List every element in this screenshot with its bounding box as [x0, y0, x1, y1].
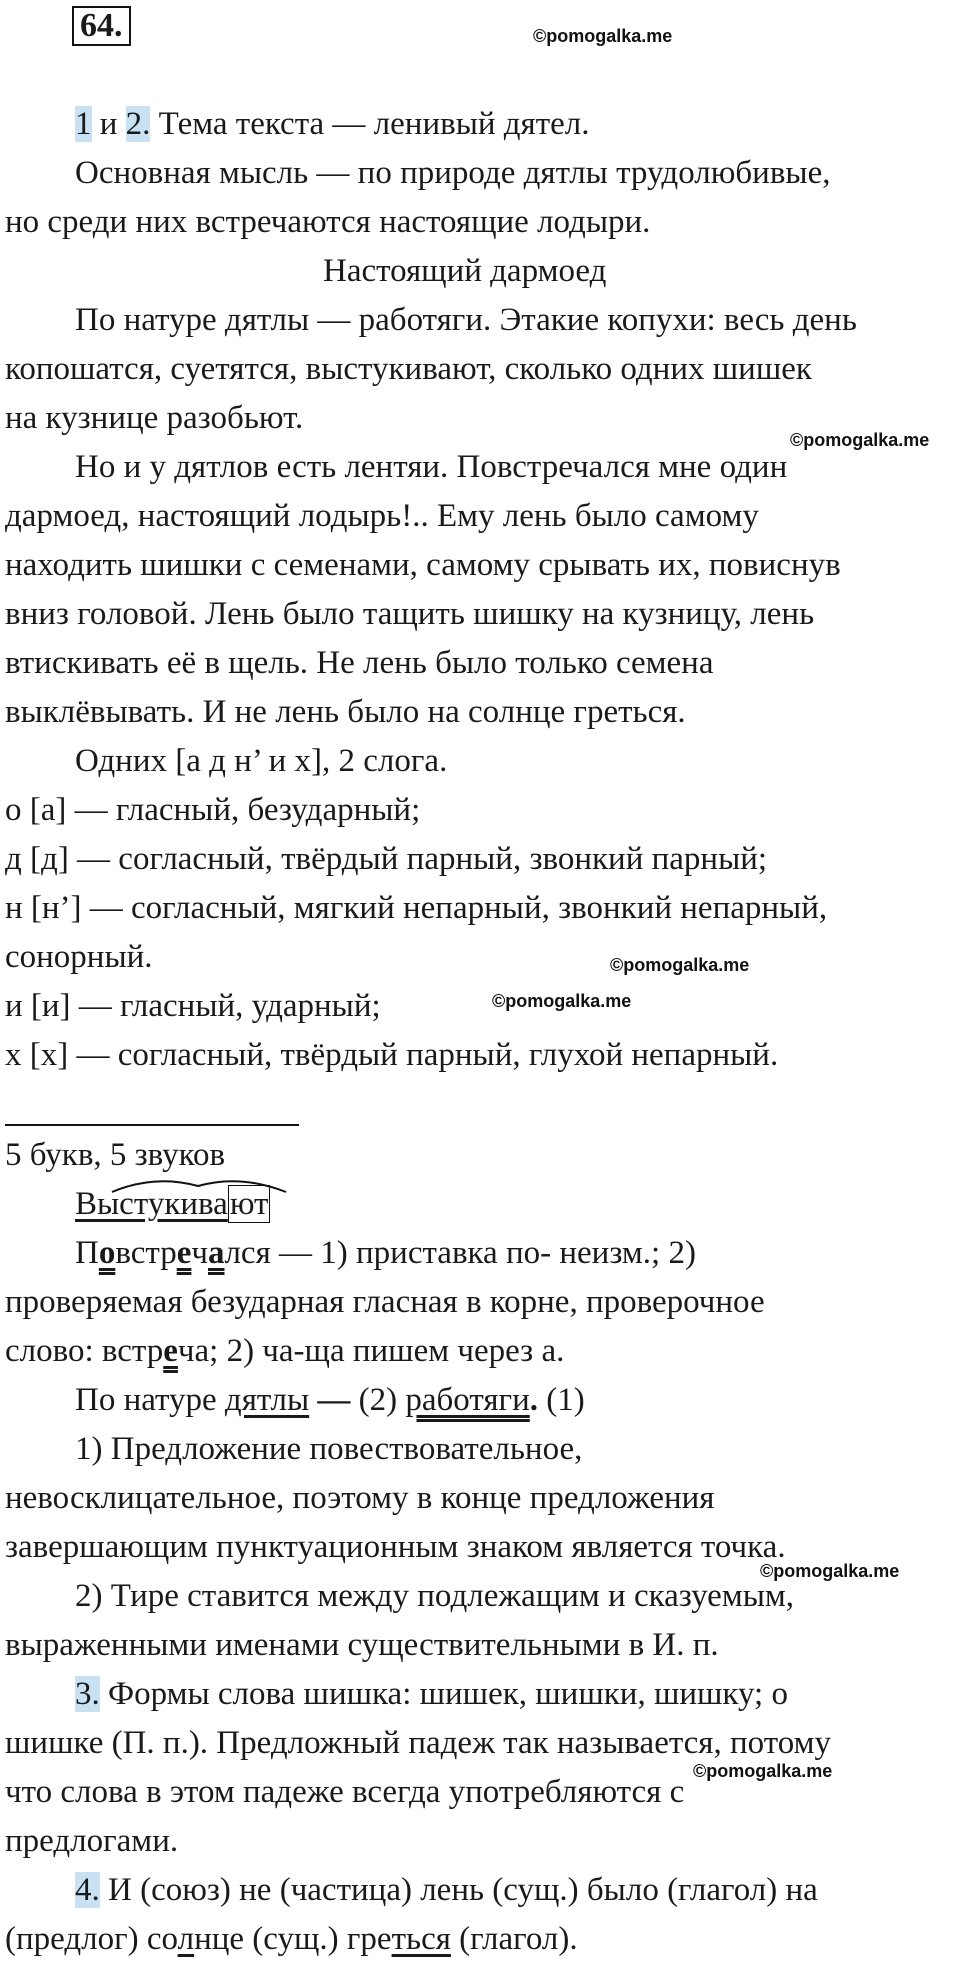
syntax-explanation: 2) Тире ставится между подлежащим и сказуемым, [75, 1578, 795, 1614]
paragraph-4-line-2: (предлог) солнце (сущ.) греться (глагол). [5, 1921, 578, 1957]
watermark: ©pomogalka.me [693, 1761, 833, 1781]
watermark: ©pomogalka.me [610, 955, 750, 975]
task-marker-2: 2. [125, 106, 151, 142]
watermark: ©pomogalka.me [492, 991, 632, 1011]
task-marker-3: 3. [75, 1676, 100, 1712]
syntax-explanation: невосклицательное, поэтому в конце предложения [5, 1480, 715, 1516]
paragraph-3-line: шишке (П. п.). Предложный падеж так называется, потому [5, 1725, 831, 1761]
phonetic-line: д [д] — согласный, твёрдый парный, звонкий парный; [5, 841, 768, 877]
phonetic-line: о [а] — гласный, безударный; [5, 792, 421, 828]
watermark: ©pomogalka.me [790, 430, 930, 450]
word-ending: ют [229, 1186, 269, 1222]
footnote: 5 букв, 5 звуков [5, 1137, 226, 1173]
story-line: Но и у дятлов есть лентяи. Повстречался мне один [75, 449, 788, 485]
phonetic-line: и [и] — гласный, ударный; [5, 988, 381, 1024]
story-line: находить шишки с семенами, самому срывать их, повиснув [5, 547, 841, 583]
phonetic-line: х [х] — согласный, твёрдый парный, глухой непарный. [5, 1037, 779, 1073]
paragraph-3-line: что слова в этом падеже всегда употребляются с [5, 1774, 685, 1810]
story-title: Настоящий дармоед [323, 253, 607, 289]
main-idea-line-1: Основная мысль — по природе дятлы трудолюбивые, [75, 155, 831, 191]
syntax-sentence: По натуре дятлы — (2) работяги. (1) [75, 1382, 585, 1418]
phonetic-line: сонорный. [5, 939, 153, 975]
story-line: дармоед, настоящий лодырь!.. Ему лень было самому [5, 498, 759, 534]
watermark: ©pomogalka.me [760, 1561, 900, 1581]
exercise-number: 64. [72, 6, 131, 46]
phonetic-line: н [н’] — согласный, мягкий непарный, звонкий непарный, [5, 890, 828, 926]
story-line: По натуре дятлы — работяги. Этакие копухи: весь день [75, 302, 857, 338]
syntax-explanation: 1) Предложение повествовательное, [75, 1431, 583, 1467]
paragraph-4: 4. И (союз) не (частица) лень (сущ.) было (глагол) на [75, 1872, 818, 1908]
story-line: выклёвывать. И не лень было на солнце греться. [5, 694, 686, 730]
story-line: втискивать её в щель. Не лень было только семена [5, 645, 714, 681]
story-line: на кузнице разобьют. [5, 400, 304, 436]
main-idea-line-2: но среди них встречаются настоящие лодыри. [5, 204, 651, 240]
story-line: копошатся, суетятся, выстукивают, сколько одних шишек [5, 351, 812, 387]
orthogram-line-3: слово: встреча; 2) ча-ща пишем через а. [5, 1333, 565, 1369]
word-stem: Выстукива [75, 1186, 228, 1222]
task-marker-4: 4. [75, 1872, 100, 1908]
morpheme-word [75, 1180, 270, 1228]
watermark: ©pomogalka.me [533, 26, 673, 46]
phonetic-title: Одних [а д н’ и х], 2 слога. [75, 743, 448, 779]
paragraph-3: 3. Формы слова шишка: шишек, шишки, шишку; о [75, 1676, 788, 1712]
footnote-divider [5, 1124, 299, 1126]
story-line: вниз головой. Лень было тащить шишку на кузницу, лень [5, 596, 815, 632]
syntax-explanation: выраженными именами существительными в И. п. [5, 1627, 719, 1663]
syntax-explanation: завершающим пунктуационным знаком является точка. [5, 1529, 786, 1565]
task-marker-1: 1 [75, 106, 92, 142]
predicate: работяги [405, 1382, 530, 1418]
paragraph-1: 1 и 2. Тема текста — ленивый дятел. [75, 106, 590, 142]
paragraph-3-line: предлогами. [5, 1823, 179, 1859]
subject: дятлы [224, 1382, 310, 1418]
orthogram-line-2: проверяемая безударная гласная в корне, проверочное [5, 1284, 765, 1320]
orthogram-line-1: Повстречался — 1) приставка по- неизм.; 2) [75, 1235, 696, 1271]
